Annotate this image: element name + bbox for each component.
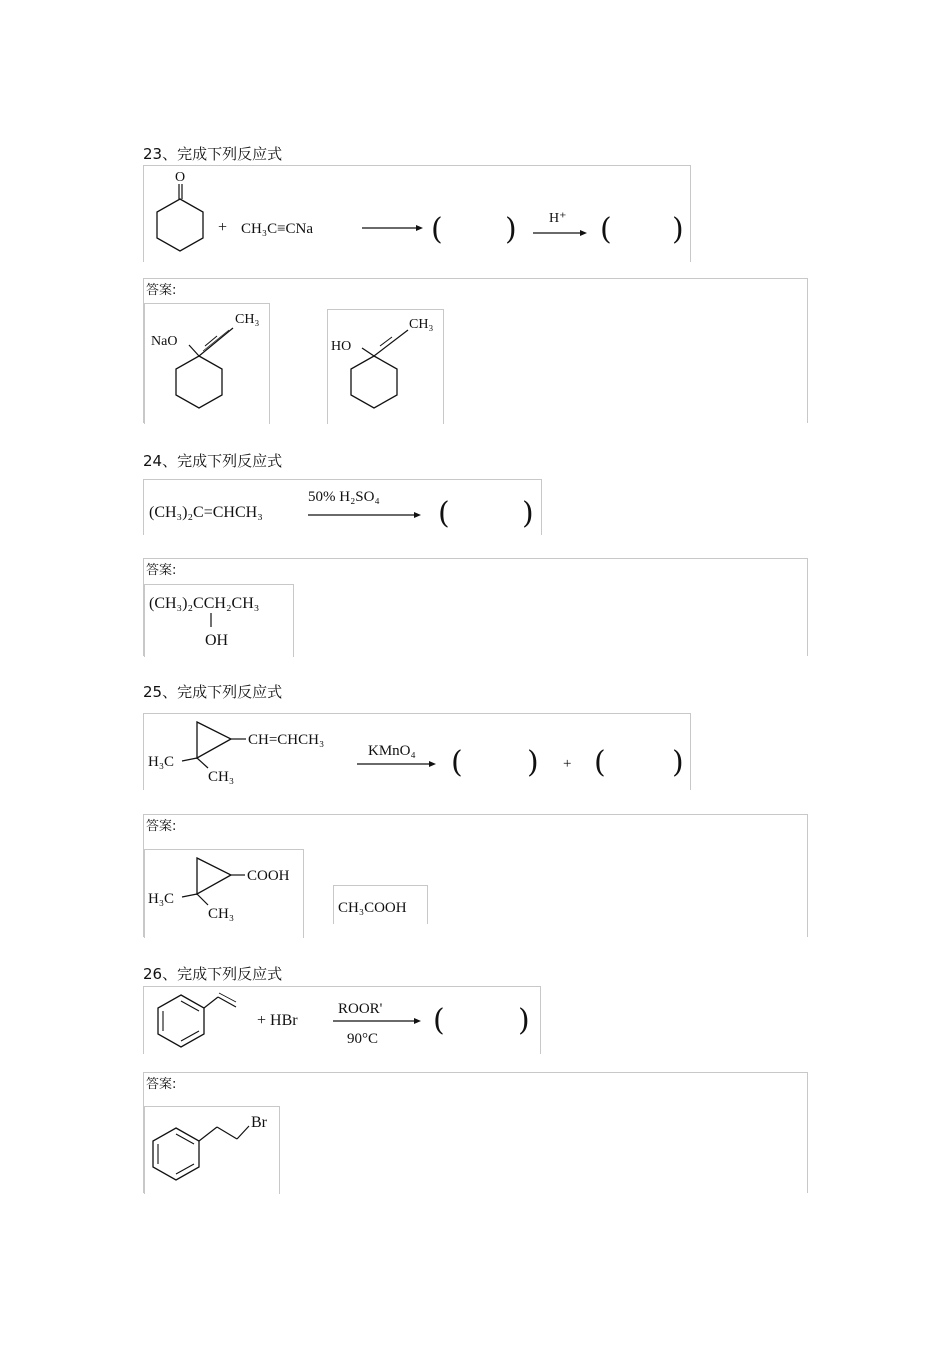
ketone-oxygen: O [175,170,186,185]
tertiary-alcohol-chain: (CH₃)₂CCH₂CH₃ [149,595,260,612]
question-25-answer-box [143,814,808,937]
condition-peroxide: ROOR' [338,1001,383,1017]
answer-label: 答案: [146,563,177,578]
reaction-arrow-1 [416,225,423,231]
answer-23-structure-2 [327,309,444,424]
blank-close-2: ) [672,745,684,780]
benzene-ring [158,995,204,1047]
cyclohexane-ring [176,356,222,408]
blank-open: ( [433,1003,445,1038]
acetic-acid-label: CH₃COOH [338,900,407,916]
methyl-label: CH₃ [409,317,434,332]
blank-close-2: ) [672,212,684,247]
methyl-label-2: CH₃ [208,769,235,785]
blank-close: ) [522,496,534,531]
reactant-alkene: (CH₃)₂C=CHCH₃ [149,504,263,521]
vinyl-group [204,997,218,1008]
hydroxyl-label: HO [331,339,352,354]
question-24-answer-box [143,558,808,656]
question-25-reaction-box [143,713,691,790]
question-24-reaction-box [143,479,542,535]
ethyl-chain [199,1127,217,1141]
methyl-label-1: H₃C [148,754,175,770]
methyl-label-1: H₃C [148,891,175,907]
reaction-arrow-2 [580,230,587,236]
answer-label: 答案: [146,1077,177,1092]
hydroxyl-label: OH [205,632,229,649]
reaction-arrow [414,512,421,518]
question-25-title: 25、完成下列反应式 [143,683,283,701]
blank-open: ( [438,496,450,531]
blank-open-1: ( [431,212,443,247]
cyclopropane-ring [197,858,231,894]
cyclohexanone-ring [157,199,203,251]
blank-close: ) [518,1003,530,1038]
answer-24-structure [144,584,294,657]
question-23-reaction-diagram [144,166,690,262]
blank-open-2: ( [594,745,606,780]
naoxide-label: NaO [151,334,178,349]
answer-26-structure [144,1106,280,1194]
condition-acid: H⁺ [549,211,567,226]
blank-close-1: ) [527,745,539,780]
carboxyl-label: COOH [247,868,290,884]
plus-sign: + [563,756,572,772]
propenyl-chain: CH=CHCH₃ [248,732,325,748]
question-23-reaction-box [143,165,691,262]
blank-open-1: ( [451,745,463,780]
methyl-label: CH₃ [235,312,260,327]
question-26-reaction-box [143,986,541,1054]
alkyne-bond [374,330,408,356]
question-26-title: 26、完成下列反应式 [143,965,283,983]
answer-label: 答案: [146,283,177,298]
cyclohexane-ring [351,356,397,408]
question-24-reaction-diagram [144,480,541,535]
blank-close-1: ) [505,212,517,247]
reagent-hbr: + HBr [257,1012,298,1029]
blank-open-2: ( [600,212,612,247]
answer-25-structure-1 [144,849,304,938]
reagent-acetylide: CH₃C≡CNa [241,221,314,237]
question-26-answer-box [143,1072,808,1193]
condition-temperature: 90°C [347,1031,379,1047]
question-23-title: 23、完成下列反应式 [143,145,283,163]
condition-permanganate: KMnO₄ [368,743,416,759]
cyclopropane-ring [197,722,231,758]
condition-sulfuric-acid: 50% H₂SO₄ [308,489,380,505]
question-25-reaction-diagram [144,714,690,790]
methyl-label-2: CH₃ [208,906,235,922]
reaction-arrow [414,1018,421,1024]
question-26-reaction-diagram [144,987,540,1054]
answer-23-structure-1 [144,303,270,424]
alkyne-bond [199,328,233,356]
answer-25-structure-2 [333,885,428,924]
question-24-title: 24、完成下列反应式 [143,452,283,470]
bromine-label: Br [251,1114,267,1131]
question-23-answer-box [143,278,808,423]
reaction-arrow [429,761,436,767]
answer-label: 答案: [146,819,177,834]
benzene-ring [153,1128,199,1180]
plus-sign: + [218,219,228,236]
